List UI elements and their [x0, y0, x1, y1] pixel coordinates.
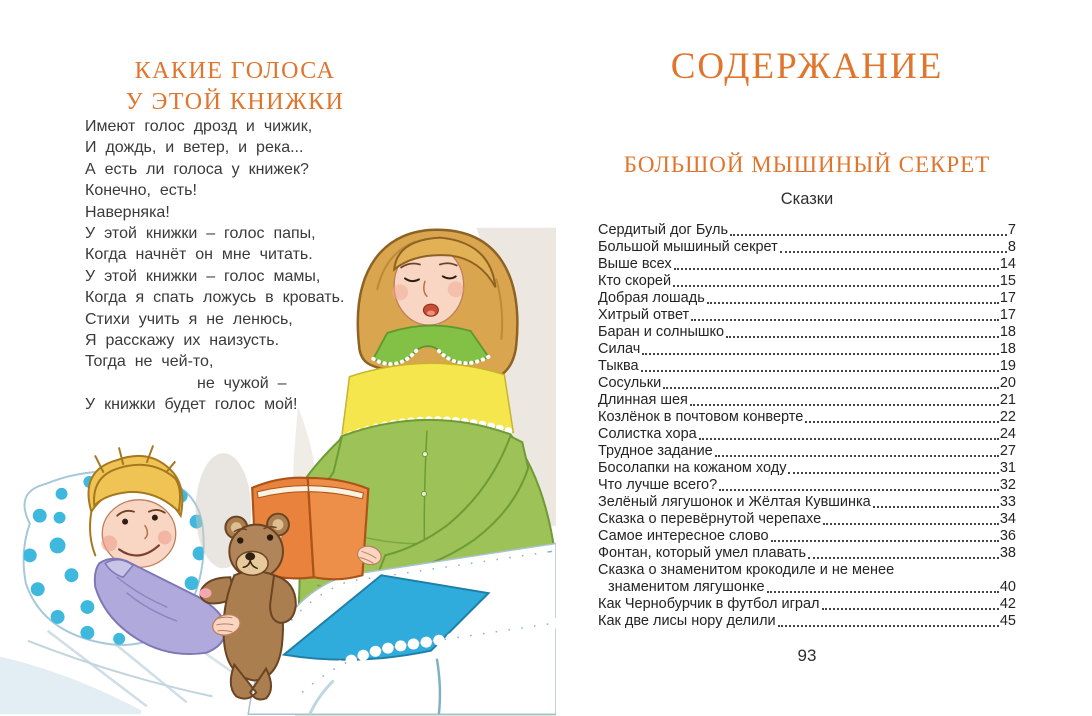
toc-entry-title: Сказка о знаменитом крокодиле и не менее	[598, 562, 895, 578]
toc-entry	[598, 528, 1016, 545]
toc-entry-title: Сказка о перевёрнутой черепахе	[598, 511, 822, 527]
toc-entry-title: Длинная шея	[598, 392, 688, 408]
poem-line: Стихи учить я не ленюсь,	[85, 310, 293, 328]
toc-entry-title: Добрая лошадь	[598, 290, 705, 306]
toc-entry	[598, 375, 1016, 392]
mother-reading-illustration	[0, 226, 556, 716]
dot-leader	[707, 302, 999, 304]
toc-entry-page: 18	[999, 341, 1016, 357]
dot-leader	[673, 285, 999, 287]
poem-line: Имеют голос дрозд и чижик,	[85, 118, 313, 135]
toc-entry	[598, 545, 1016, 562]
poem-line: Когда я спать ложусь в кровать.	[85, 289, 345, 307]
dot-leader	[873, 506, 999, 508]
toc-entry-title: Большой мышиный секрет	[598, 239, 778, 255]
toc-entry-page: 19	[999, 358, 1016, 374]
dot-leader	[730, 234, 1007, 236]
poem-line: Когда начнёт он мне читать.	[85, 246, 313, 264]
toc-entry	[598, 511, 1016, 528]
toc-entry-page: 18	[999, 324, 1016, 340]
dot-leader	[788, 472, 998, 474]
poem-line: не чужой –	[197, 374, 287, 392]
toc-entry-title: Фонтан, который умел плавать	[598, 545, 807, 561]
toc-entry-title: Сердитый дог Буль	[598, 222, 729, 238]
toc-entry-title: Козлёнок в почтовом конверте	[598, 409, 804, 425]
poem-line: Я расскажу их наизусть.	[85, 332, 280, 350]
dot-leader	[663, 387, 999, 389]
toc-entry	[598, 324, 1016, 341]
toc-entry-page: 40	[999, 579, 1016, 595]
toc-entry	[598, 256, 1016, 273]
dot-leader	[690, 404, 999, 406]
toc-entry	[598, 494, 1016, 511]
toc-entry	[598, 613, 1016, 630]
dot-leader	[715, 455, 999, 457]
toc-entry-title: Босолапки на кожаном ходу	[598, 460, 787, 476]
section-title: БОЛЬШОЙ МЫШИНЫЙ СЕКРЕТ	[623, 152, 991, 177]
toc-entry-page: 45	[999, 613, 1016, 629]
contents-page-content	[598, 0, 1016, 716]
toc-entry-page: 15	[999, 273, 1016, 289]
toc-entry-title: знаменитом лягушонке	[608, 579, 765, 595]
poem-line: А есть ли голоса у книжек?	[85, 160, 309, 178]
toc-entry-title: Силач	[598, 341, 641, 357]
toc-entry-page: 36	[999, 528, 1016, 544]
dot-leader	[767, 591, 999, 593]
toc-entry	[598, 341, 1016, 358]
toc-entry-page: 14	[999, 256, 1016, 272]
toc-entry-page: 24	[999, 426, 1016, 442]
toc-entry-page: 34	[999, 511, 1016, 527]
toc-entry	[598, 290, 1016, 307]
toc-entry-page: 42	[999, 596, 1016, 612]
toc-entry-title: Как две лисы нору делили	[598, 613, 776, 629]
dot-leader	[808, 557, 999, 559]
toc-entry	[598, 307, 1016, 324]
dot-leader	[726, 336, 999, 338]
contents-title: СОДЕРЖАНИЕ	[670, 46, 944, 87]
toc-entry-title: Тыква	[598, 358, 639, 374]
dot-leader	[691, 319, 999, 321]
toc-entry	[598, 426, 1016, 443]
page-number: 93	[797, 646, 817, 665]
toc-entry	[598, 239, 1016, 256]
toc-entry-title: Сосульки	[598, 375, 662, 391]
right-page	[546, 0, 1092, 716]
toc-entry-page: 17	[999, 290, 1016, 306]
toc-entry	[598, 392, 1016, 409]
toc-entry	[598, 409, 1016, 426]
toc-entry	[598, 443, 1016, 460]
toc-entry	[598, 273, 1016, 290]
dot-leader	[674, 268, 999, 270]
dot-leader	[641, 370, 999, 372]
poem-line: У этой книжки – голос мамы,	[85, 267, 321, 285]
toc-entry-page: 33	[999, 494, 1016, 510]
toc-entry-page: 22	[999, 409, 1016, 425]
toc-entry-page: 8	[1007, 239, 1016, 255]
toc-entry-title: Зелёный лягушонок и Жёлтая Кувшинка	[598, 494, 871, 510]
dot-leader	[771, 540, 999, 542]
toc-entry	[598, 562, 1016, 579]
toc-entry-title: Самое интересное слово	[598, 528, 769, 544]
dot-leader	[778, 625, 999, 627]
toc-entry-title: Кто скорей	[598, 273, 672, 289]
poem-line: Тогда не чей-то,	[85, 353, 214, 371]
poem-title	[40, 56, 430, 118]
toc-entry-page: 38	[999, 545, 1016, 561]
toc-entry	[598, 358, 1016, 375]
section-subtitle: Сказки	[780, 190, 834, 208]
poem-title-line1: КАКИЕ ГОЛОСА	[134, 58, 336, 84]
dot-leader	[780, 251, 1007, 253]
toc-entry	[598, 222, 1016, 239]
poem-line: Конечно, есть!	[85, 182, 197, 200]
toc-entry-page: 7	[1007, 222, 1016, 238]
toc-entry-page: 32	[999, 477, 1016, 493]
dot-leader	[719, 489, 999, 491]
poem-title-line2: У ЭТОЙ КНИЖКИ	[125, 89, 345, 115]
poem-line: У этой книжки – голос папы,	[85, 225, 316, 243]
toc-entry-title: Солистка хора	[598, 426, 697, 442]
toc-entry-title: Как Чернобурчик в футбол играл	[598, 596, 820, 612]
toc-entry-page: 31	[999, 460, 1016, 476]
toc-entry	[598, 477, 1016, 494]
toc-list	[598, 222, 1016, 630]
toc-entry-title: Хитрый ответ	[598, 307, 690, 323]
toc-entry-page: 17	[999, 307, 1016, 323]
toc-entry	[598, 579, 1016, 596]
toc-entry-page: 27	[999, 443, 1016, 459]
dot-leader	[642, 353, 999, 355]
toc-entry-page: 20	[999, 375, 1016, 391]
toc-entry-title: Что лучше всего?	[598, 477, 718, 493]
poem-line: У книжки будет голос мой!	[85, 396, 298, 414]
toc-entry-page: 21	[999, 392, 1016, 408]
dot-leader	[805, 421, 999, 423]
toc-entry	[598, 460, 1016, 477]
poem-line: И дождь, и ветер, и река...	[85, 139, 304, 157]
toc-entry	[598, 596, 1016, 613]
dot-leader	[823, 523, 999, 525]
toc-entry-title: Трудное задание	[598, 443, 713, 459]
poem-line: Наверняка!	[85, 203, 170, 221]
toc-entry-title: Баран и солнышко	[598, 324, 725, 340]
toc-entry-title: Выше всех	[598, 256, 672, 272]
dot-leader	[699, 438, 999, 440]
dot-leader	[822, 608, 999, 610]
